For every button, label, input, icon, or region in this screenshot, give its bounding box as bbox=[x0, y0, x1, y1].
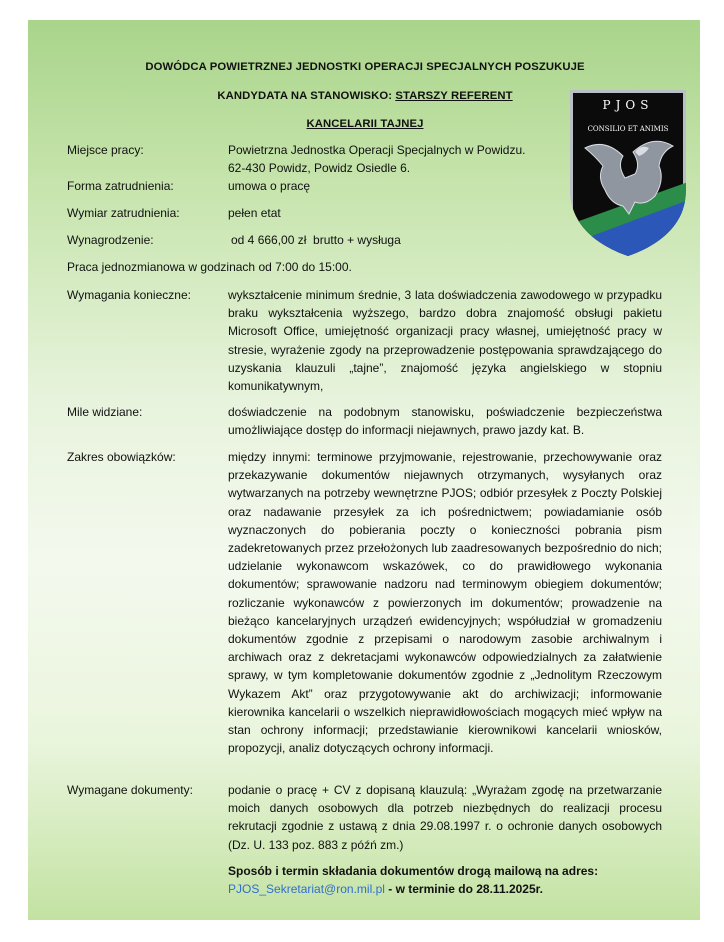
submission-line bbox=[228, 882, 543, 896]
value-employment-form: umowa o pracę bbox=[228, 179, 311, 193]
position-title: STARSZY REFERENT bbox=[395, 90, 513, 102]
submission-intro: Sposób i termin składania dokumentów drogą mailową na adres: bbox=[228, 864, 599, 878]
value-work-time: pełen etat bbox=[228, 206, 281, 220]
value-nice-to-have: doświadczenie na podobnym stanowisku, poświadczenie bezpieczeństwa umożliwiające dostęp do informacji niejawnych, prawo jazdy kat. B. bbox=[228, 405, 662, 438]
label-duties: Zakres obowiązków: bbox=[67, 450, 176, 464]
header-line-1: DOWÓDCA POWIETRZNEJ JEDNOSTKI OPERACJI SPECJALNYCH POSZUKUJE bbox=[145, 61, 585, 73]
label-nice-to-have: Mile widziane: bbox=[67, 405, 143, 419]
submission-deadline: - w terminie do 28.11.2025r. bbox=[384, 882, 543, 896]
value-place-line2: 62-430 Powidz, Powidz Osiedle 6. bbox=[228, 161, 411, 175]
value-documents: podanie o pracę + CV z dopisaną klauzulą: „Wyrażam zgodę na przetwarzanie moich danych osobowych dla potrzeb niezbędnych do realizacji procesu rekrutacji zgodnie z ustawą z dnia 29.08.1997 r. o ochronie danych osobowych (Dz. U. 133 poz. 883 z późń zm.) bbox=[228, 783, 662, 852]
email-link[interactable]: PJOS_Sekretariat@ron.mil.pl bbox=[228, 882, 385, 896]
value-requirements: wykształcenie minimum średnie, 3 lata doświadczenia zawodowego w przypadku braku wykształcenia wyższego, bardzo dobra znajomość obsługi pakietu Microsoft Office, umiejętność organizacji pracy własnej, umiejętność pracy w stresie, wyrażenie zgody na przeprowadzenie postępowania sprawdzającego do uzyskania klauzuli „tajne”, znajomość języka angielskiego w stopniu komunikatywnym, bbox=[228, 288, 662, 394]
header-prefix: KANDYDATA NA STANOWISKO: bbox=[217, 90, 396, 102]
label-work-time: Wymiar zatrudnienia: bbox=[67, 206, 180, 220]
label-employment-form: Forma zatrudnienia: bbox=[67, 179, 174, 193]
value-salary: od 4 666,00 zł brutto + wysługa bbox=[231, 233, 401, 247]
emblem-abbreviation: PJOS bbox=[602, 98, 654, 112]
shift-info: Praca jednozmianowa w godzinach od 7:00 do 15:00. bbox=[67, 260, 352, 274]
value-duties: między innymi: terminowe przyjmowanie, rejestrowanie, przechowywanie oraz przekazywanie dokumentów niejawnych otrzymanych, wysyłanych oraz wytwarzanych na potrzeby wewnętrzne PJOS; odbiór przesyłek z Poczty Polskiej oraz nadawanie przesyłek za ich pośrednictwem; powiadamianie osób wyznaczonych do pobierania poczty o konieczności pobrania pism zadekretowanych przez przełożonych lub zaadresowanych bezpośrednio do nich; udzielanie wykonawcom wskazówek, co do prawidłowego wykonania dokumentów; sprawowanie nadzoru nad terminowym obiegiem dokumentów; rozliczanie wykonawców z powierzonych im dokumentów; prowadzenie na bieżąco kancelaryjnych urządzeń ewidencyjnych; współudział w gromadzeniu dokumentów zgodnie z przepisami o narodowym zasobie archiwalnym i archiwach oraz z dekretacjami wykonawców odpowiedzialnych za załatwienie sprawy, w tym kompletowanie dokumentów zgodnie z „Jednolitym Rzeczowym Wykazem Akt” oraz przygotowywanie akt do archiwizacji; informowanie kierownika kancelarii o wszelkich nieprawidłowościach mogących mieć wpływ na stan ochrony informacji; przedstawianie kierownikowi kancelarii wniosków, propozycji, analiz dotyczących ochrony informacji. bbox=[228, 450, 662, 756]
value-place-line1: Powietrzna Jednostka Operacji Specjalnych w Powidzu. bbox=[228, 143, 526, 157]
emblem-motto: CONSILIO ET ANIMIS bbox=[587, 125, 669, 133]
label-salary: Wynagrodzenie: bbox=[67, 233, 154, 247]
label-requirements: Wymagania konieczne: bbox=[67, 288, 191, 302]
position-title-cont: KANCELARII TAJNEJ bbox=[306, 118, 424, 130]
pjos-emblem-icon bbox=[565, 86, 691, 258]
label-documents: Wymagane dokumenty: bbox=[67, 783, 193, 797]
label-place: Miejsce pracy: bbox=[67, 143, 144, 157]
